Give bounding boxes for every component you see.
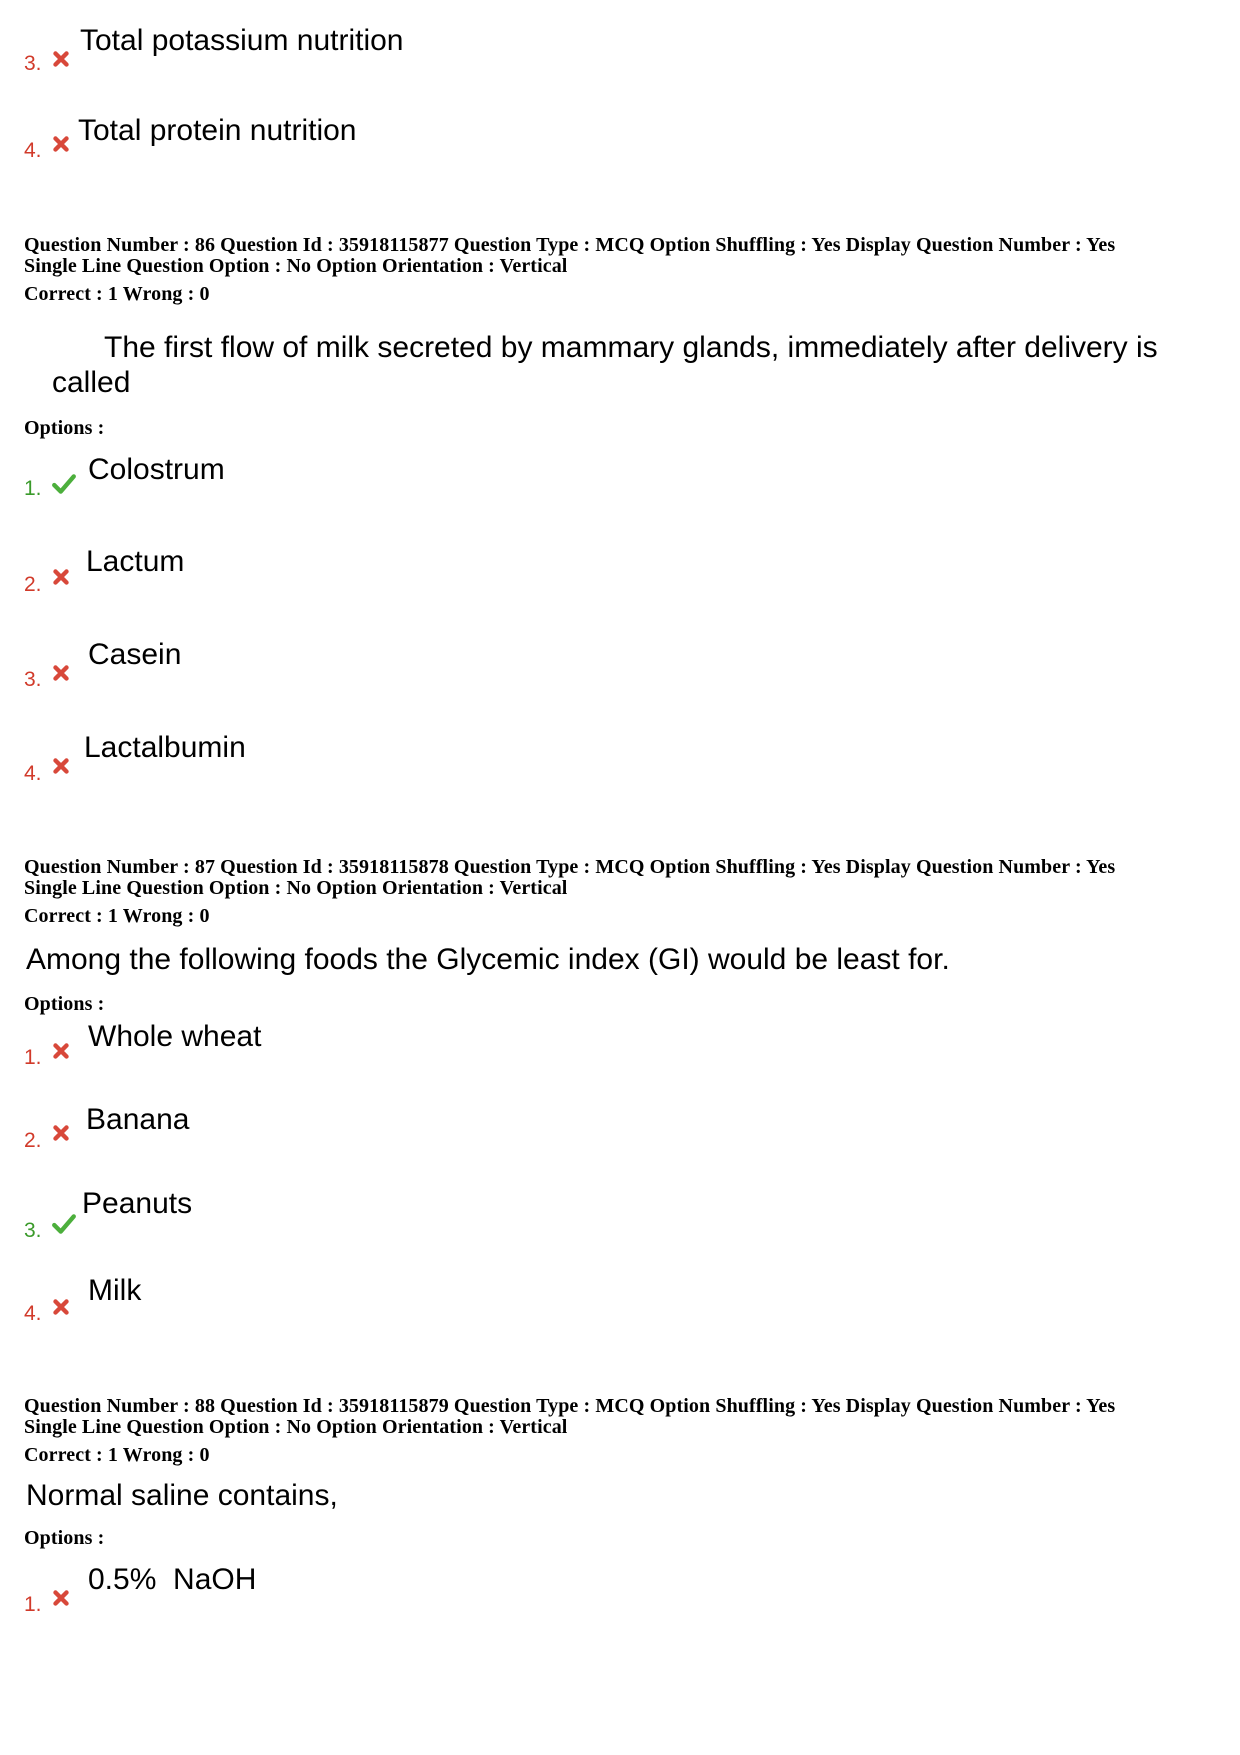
question-text: called [52, 366, 131, 399]
correct-mark-icon [51, 472, 77, 496]
option-text: Whole wheat [88, 1020, 262, 1053]
wrong-mark-icon [50, 662, 72, 684]
option-number: 3. [24, 668, 42, 691]
option-number: 3. [24, 52, 42, 75]
wrong-mark-icon [50, 566, 72, 588]
correct-mark-icon [51, 1212, 77, 1236]
question-text: Normal saline contains, [26, 1479, 338, 1512]
option-number: 4. [24, 762, 42, 785]
option-number: 3. [24, 1219, 42, 1242]
question-score: Correct : 1 Wrong : 0 [24, 1444, 210, 1466]
wrong-mark-icon [50, 48, 72, 70]
question-meta: Single Line Question Option : No Option Orientation : Vertical [24, 255, 568, 277]
option-text: Total protein nutrition [78, 114, 357, 147]
option-number: 4. [24, 139, 42, 162]
options-label: Options : [24, 993, 105, 1015]
question-meta: Single Line Question Option : No Option Orientation : Vertical [24, 1416, 568, 1438]
wrong-mark-icon [50, 1296, 72, 1318]
option-number: 2. [24, 573, 42, 596]
wrong-mark-icon [50, 133, 72, 155]
options-label: Options : [24, 417, 105, 439]
question-score: Correct : 1 Wrong : 0 [24, 283, 210, 305]
wrong-mark-icon [50, 1122, 72, 1144]
option-number: 1. [24, 1046, 42, 1069]
question-meta: Single Line Question Option : No Option Orientation : Vertical [24, 877, 568, 899]
option-text: Colostrum [88, 453, 225, 486]
option-text: Casein [88, 638, 182, 671]
question-meta: Question Number : 88 Question Id : 35918115879 Question Type : MCQ Option Shuffling : Yes Display Question Number : Yes [24, 1395, 1116, 1417]
options-label: Options : [24, 1527, 105, 1549]
question-score: Correct : 1 Wrong : 0 [24, 905, 210, 927]
option-text: Milk [88, 1274, 142, 1307]
option-number: 4. [24, 1302, 42, 1325]
wrong-mark-icon [50, 1587, 72, 1609]
option-text: 0.5% NaOH [88, 1563, 257, 1596]
question-meta: Question Number : 86 Question Id : 35918115877 Question Type : MCQ Option Shuffling : Yes Display Question Number : Yes [24, 234, 1116, 256]
option-number: 1. [24, 477, 42, 500]
option-text: Lactum [86, 545, 185, 578]
option-text: Lactalbumin [84, 731, 246, 764]
option-number: 1. [24, 1593, 42, 1616]
option-text: Banana [86, 1103, 190, 1136]
wrong-mark-icon [50, 755, 72, 777]
wrong-mark-icon [50, 1040, 72, 1062]
question-meta: Question Number : 87 Question Id : 35918115878 Question Type : MCQ Option Shuffling : Yes Display Question Number : Yes [24, 856, 1116, 878]
option-number: 2. [24, 1129, 42, 1152]
option-text: Peanuts [82, 1187, 193, 1220]
question-text: Among the following foods the Glycemic index (GI) would be least for. [26, 943, 950, 976]
question-text: The first flow of milk secreted by mammary glands, immediately after delivery is [104, 331, 1158, 364]
option-text: Total potassium nutrition [80, 24, 404, 57]
